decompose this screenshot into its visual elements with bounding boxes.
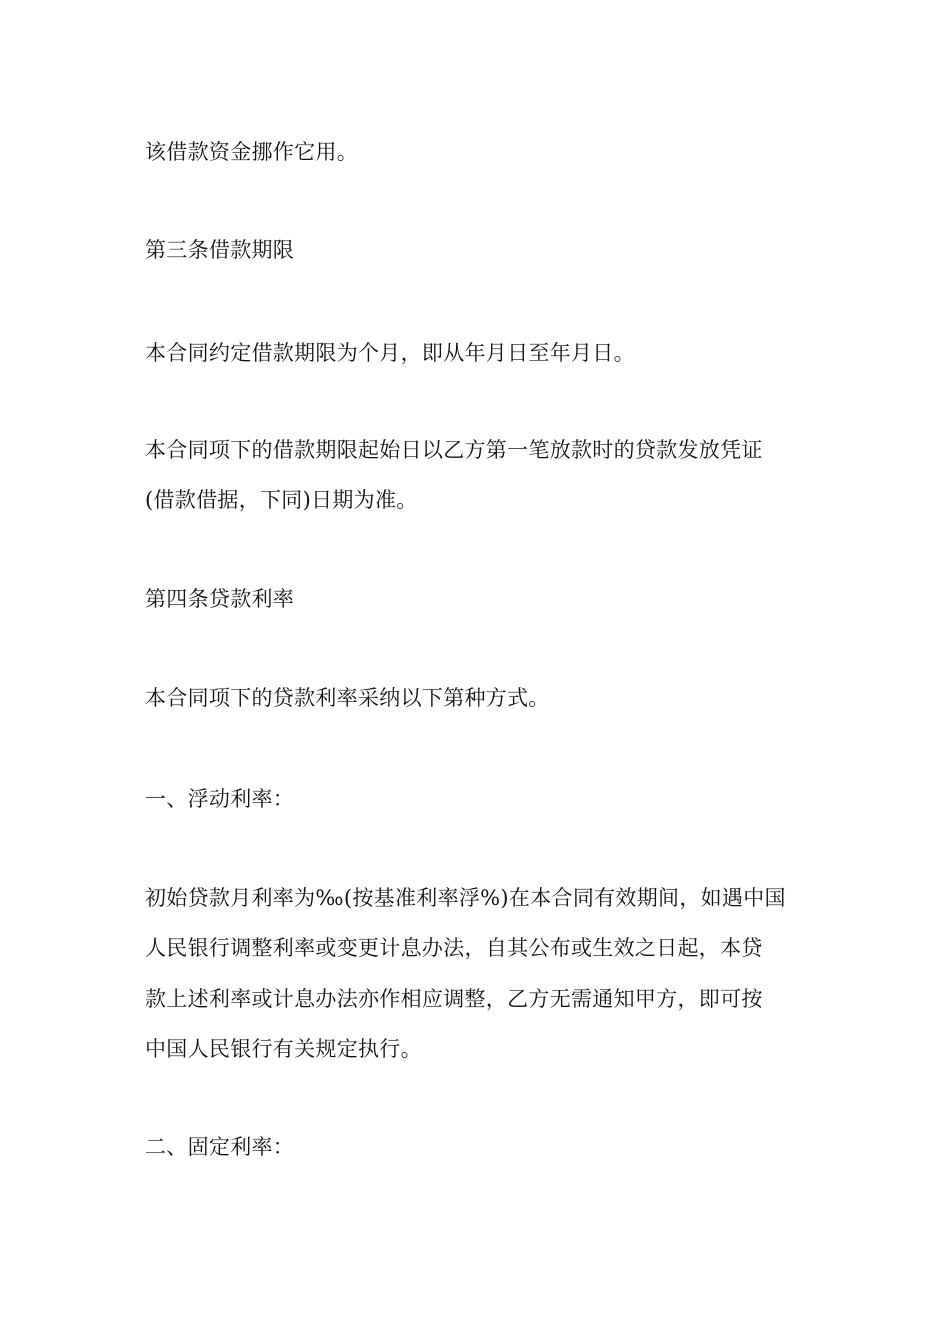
text-line: 该借款资金挪作它用。 <box>145 140 358 164</box>
text-line: 本合同项下的借款期限起始日以乙方第一笔放款时的贷款发放凭证 <box>145 438 763 462</box>
text-line: 人民银行调整利率或变更计息办法，自其公布或生效之日起，本贷 <box>145 936 763 960</box>
section-heading: 第三条借款期限 <box>145 238 295 262</box>
text-line: (借款借据，下同)日期为准。 <box>145 488 418 512</box>
text-line: 中国人民银行有关规定执行。 <box>145 1037 422 1061</box>
section-heading: 第四条贷款利率 <box>145 587 295 611</box>
text-line: 初始贷款月利率为‰(按基准利率浮%)在本合同有效期间，如遇中国 <box>145 886 786 910</box>
text-line: 款上述利率或计息办法亦作相应调整，乙方无需通知甲方，即可按 <box>145 987 763 1011</box>
text-line: 本合同项下的贷款利率采纳以下第种方式。 <box>145 686 550 710</box>
subsection-heading: 二、固定利率： <box>145 1135 295 1159</box>
text-line: 本合同约定借款期限为个月，即从年月日至年月日。 <box>145 341 635 365</box>
subsection-heading: 一、浮动利率： <box>145 787 295 811</box>
